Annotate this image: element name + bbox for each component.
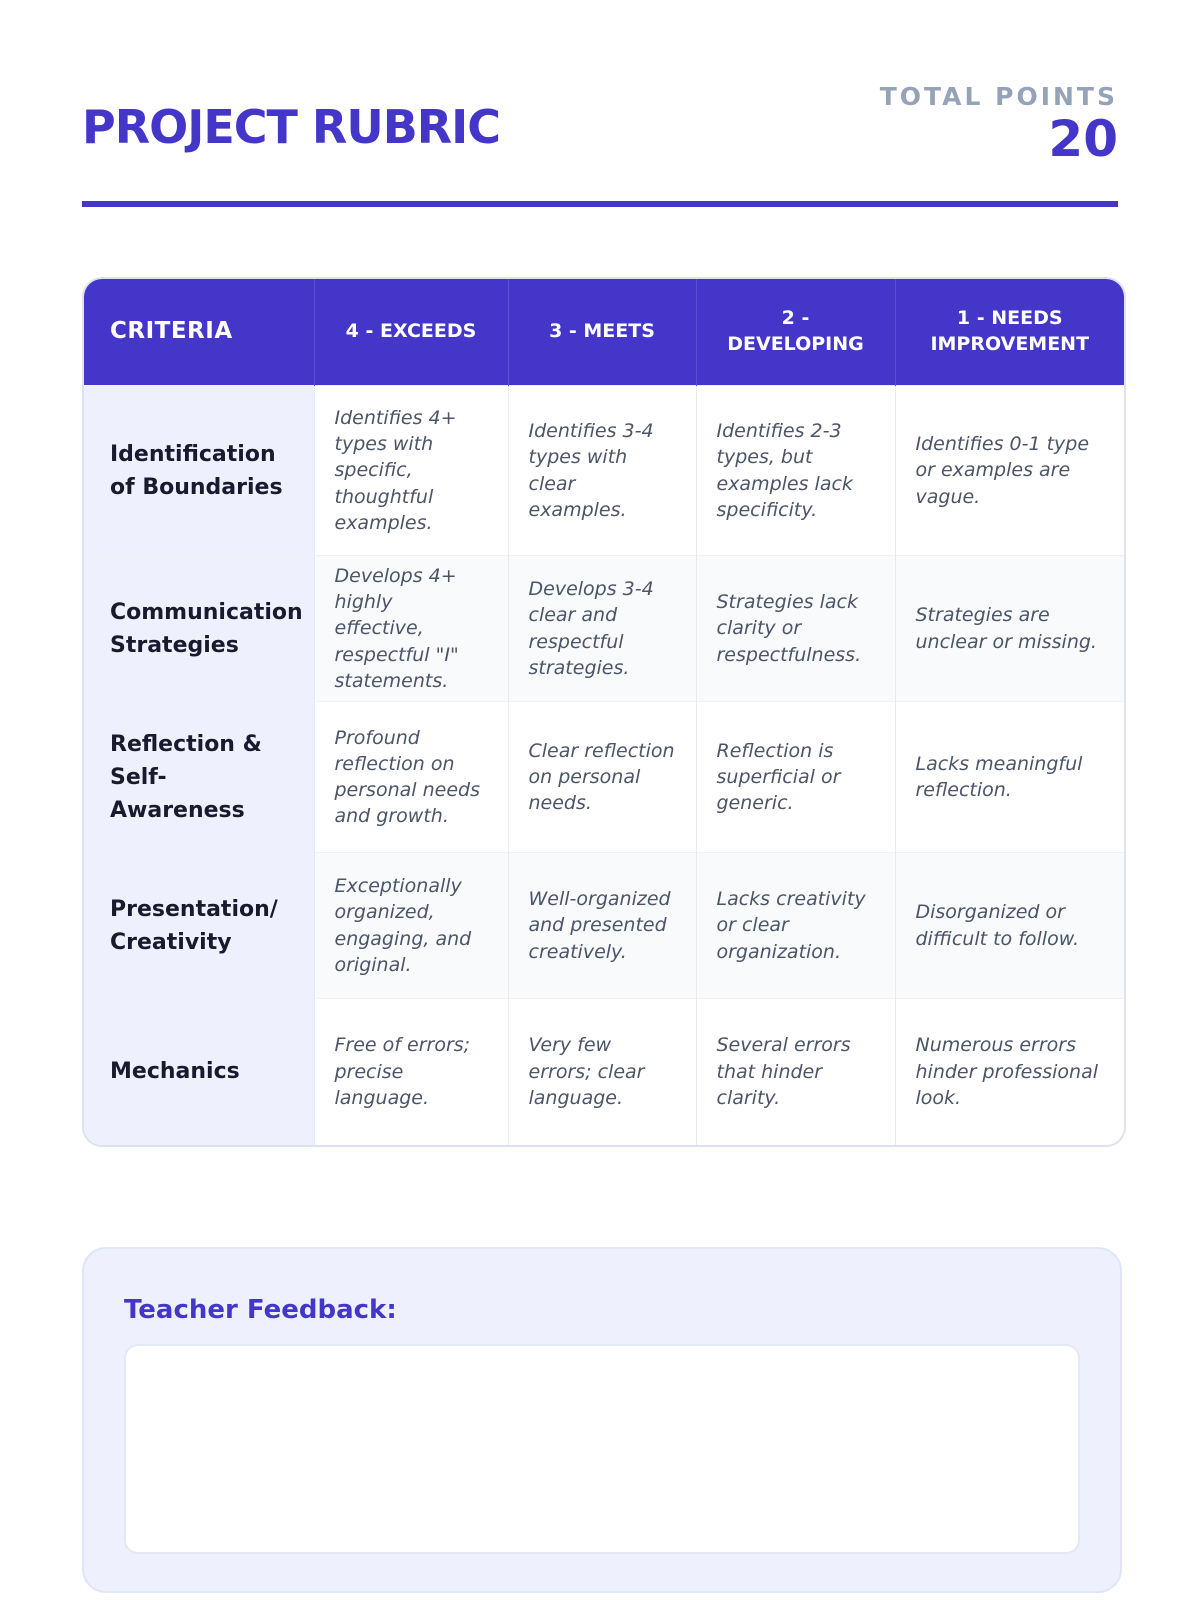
rubric-cell: Identifies 3-4 types with clear examples. [508, 386, 696, 556]
column-header-criteria: CRITERIA [84, 279, 314, 386]
column-header-exceeds: 4 - EXCEEDS [314, 279, 508, 386]
rubric-cell: Develops 3-4 clear and respectful strategies. [508, 556, 696, 702]
table-row [84, 853, 1124, 999]
rubric-cell: Strategies are unclear or missing. [895, 556, 1124, 702]
total-points-value: 20 [1048, 110, 1118, 168]
rubric-cell: Identifies 4+ types with specific, thoughtful examples. [314, 386, 508, 556]
feedback-input[interactable] [124, 1344, 1080, 1554]
header-divider [82, 201, 1118, 207]
teacher-feedback-panel [82, 1247, 1122, 1593]
rubric-cell: Reflection is superficial or generic. [696, 702, 895, 853]
rubric-cell: Develops 4+ highly effective, respectful "I" statements. [314, 556, 508, 702]
table-row [84, 702, 1124, 853]
total-points-label: TOTAL POINTS [879, 82, 1118, 111]
rubric-cell: Very few errors; clear language. [508, 999, 696, 1145]
rubric-table-card [82, 277, 1126, 1147]
rubric-cell: Lacks meaningful reflection. [895, 702, 1124, 853]
criterion-name: Identification of Boundaries [84, 386, 314, 556]
rubric-table [84, 279, 1124, 1145]
rubric-cell: Clear reflection on personal needs. [508, 702, 696, 853]
criterion-name: Communication Strategies [84, 556, 314, 702]
rubric-cell: Disorganized or difficult to follow. [895, 853, 1124, 999]
rubric-cell: Identifies 2-3 types, but examples lack specificity. [696, 386, 895, 556]
rubric-cell: Strategies lack clarity or respectfulness. [696, 556, 895, 702]
rubric-cell: Profound reflection on personal needs and growth. [314, 702, 508, 853]
total-points [880, 82, 1118, 166]
rubric-cell: Well-organized and presented creatively. [508, 853, 696, 999]
page-header [82, 80, 1118, 170]
page-title: PROJECT RUBRIC [82, 100, 501, 154]
rubric-cell: Exceptionally organized, engaging, and original. [314, 853, 508, 999]
rubric-cell: Numerous errors hinder professional look. [895, 999, 1124, 1145]
rubric-cell: Free of errors; precise language. [314, 999, 508, 1145]
column-header-meets: 3 - MEETS [508, 279, 696, 386]
criterion-name: Reflection & Self-Awareness [84, 702, 314, 853]
table-row [84, 999, 1124, 1145]
rubric-cell: Lacks creativity or clear organization. [696, 853, 895, 999]
column-header-developing: 2 - DEVELOPING [696, 279, 895, 386]
table-row [84, 386, 1124, 556]
table-row [84, 556, 1124, 702]
rubric-cell: Identifies 0-1 type or examples are vague. [895, 386, 1124, 556]
column-header-needs-improvement: 1 - NEEDS IMPROVEMENT [895, 279, 1124, 386]
criterion-name: Mechanics [84, 999, 314, 1145]
criterion-name: Presentation/ Creativity [84, 853, 314, 999]
feedback-title: Teacher Feedback: [124, 1295, 397, 1325]
rubric-header-row [84, 279, 1124, 386]
rubric-cell: Several errors that hinder clarity. [696, 999, 895, 1145]
